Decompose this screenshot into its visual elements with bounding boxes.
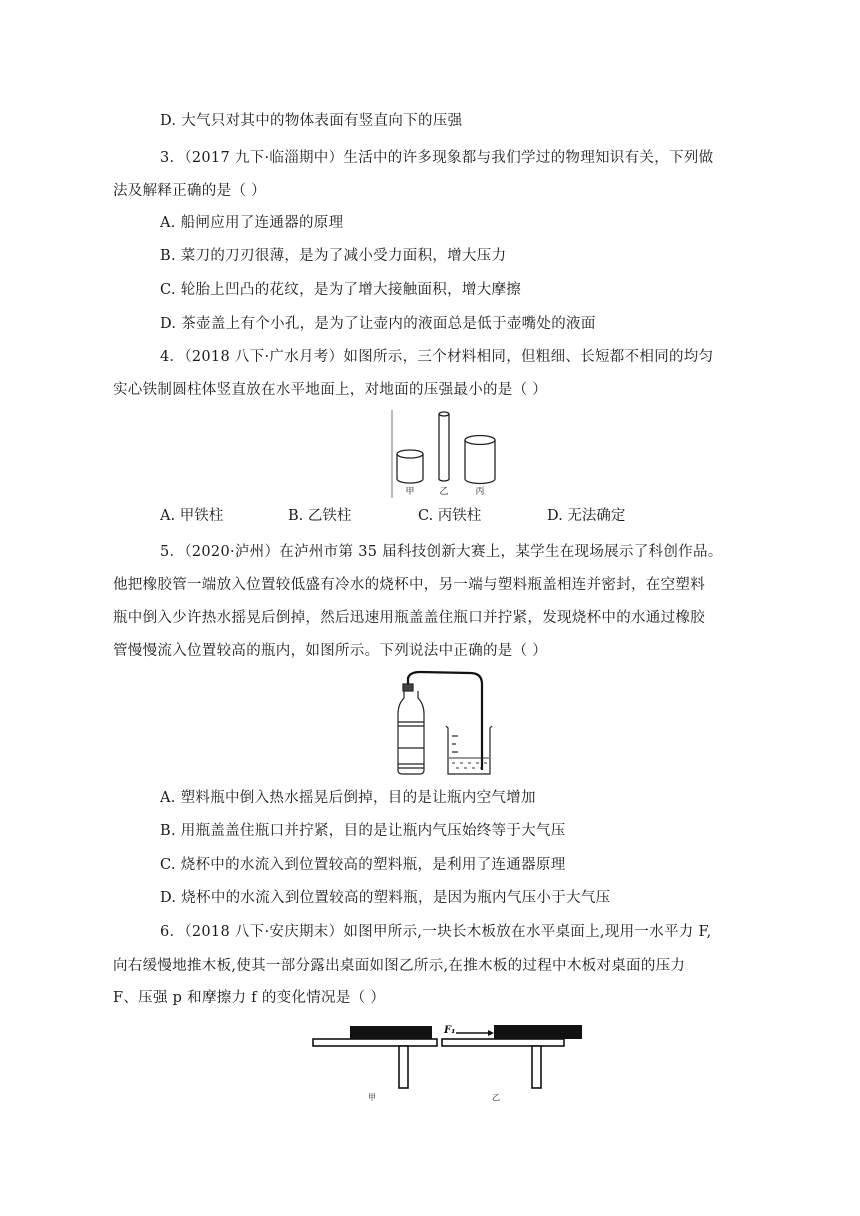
q6-board-figure [310,1022,586,1104]
q5-bottle-beaker-figure [390,670,500,782]
q5-option-b: B. 用瓶盖盖住瓶口并拧紧，目的是让瓶内气压始终等于大气压 [160,823,566,839]
q3-option-a: A. 船闸应用了连通器的原理 [160,215,344,231]
q3-stem-line2: 法及解释正确的是（ ） [113,183,266,199]
q4-option-c: C. 丙铁柱 [418,508,482,524]
q5-stem-line3: 瓶中倒入少许热水摇晃后倒掉，然后迅速用瓶盖盖住瓶口并拧紧，发现烧杯中的水通过橡胶 [113,610,705,626]
q5-option-a: A. 塑料瓶中倒入热水摇晃后倒掉，目的是让瓶内空气增加 [160,790,536,806]
q4-stem-line1: 4．（2018 八下·广水月考）如图所示，三个材料相同，但粗细、长短都不相同的均匀 [160,349,714,365]
q5-stem-line1: 5．（2020·泸州）在泸州市第 35 届科技创新大赛上，某学生在现场展示了科创作品。 [160,544,723,560]
q3-option-b: B. 菜刀的刀刃很薄，是为了减小受力面积，增大压力 [160,248,507,264]
q6-stem-line3: F、压强 p 和摩擦力 f 的变化情况是（ ） [113,990,386,1006]
q5-option-c: C. 烧杯中的水流入到位置较高的塑料瓶，是利用了连通器原理 [160,857,566,873]
label-yi: 乙 [492,1093,500,1102]
q5-option-d: D. 烧杯中的水流入到位置较高的塑料瓶，是因为瓶内气压小于大气压 [160,890,611,906]
q4-option-a: A. 甲铁柱 [160,508,224,524]
q4-stem-line2: 实心铁制圆柱体竖直放在水平地面上，对地面的压强最小的是（ ） [113,382,548,398]
label-bing: 丙 [475,487,485,497]
q6-stem-line2: 向右缓慢地推木板,使其一部分露出桌面如图乙所示,在推木板的过程中木板对桌面的压力 [113,958,686,974]
plastic-bottle [398,684,424,774]
beaker [446,726,492,774]
q4-cylinders-figure [390,408,502,500]
q3-stem-line1: 3．（2017 九下·临淄期中）生活中的许多现象都与我们学过的物理知识有关，下列做 [160,150,714,166]
q3-option-c: C. 轮胎上凹凸的花纹，是为了增大接触面积，增大摩擦 [160,282,522,298]
q5-stem-line2: 他把橡胶管一端放入位置较低盛有冷水的烧杯中，另一端与塑料瓶盖相连并密封，在空塑料 [113,577,705,593]
force-label: F₁ [444,1025,456,1036]
label-jia: 甲 [368,1093,376,1102]
figure-yi [442,1025,582,1102]
q6-stem-line1: 6．（2018 八下·安庆期末）如图甲所示,一块长木板放在水平桌面上,现用一水平力 F, [160,924,712,940]
q4-option-b: B. 乙铁柱 [288,508,352,524]
label-yi: 乙 [439,487,449,497]
q5-stem-line4: 管慢慢流入位置较高的瓶内，如图所示。下列说法中正确的是（ ） [113,643,548,659]
q4-options-row [160,506,700,526]
q4-option-d: D. 无法确定 [547,508,626,524]
label-jia: 甲 [405,487,415,497]
figure-jia [313,1026,437,1102]
q2-option-d: D. 大气只对其中的物体表面有竖直向下的压强 [160,113,463,129]
q3-option-d: D. 茶壶盖上有个小孔，是为了让壶内的液面总是低于壶嘴处的液面 [160,316,596,332]
